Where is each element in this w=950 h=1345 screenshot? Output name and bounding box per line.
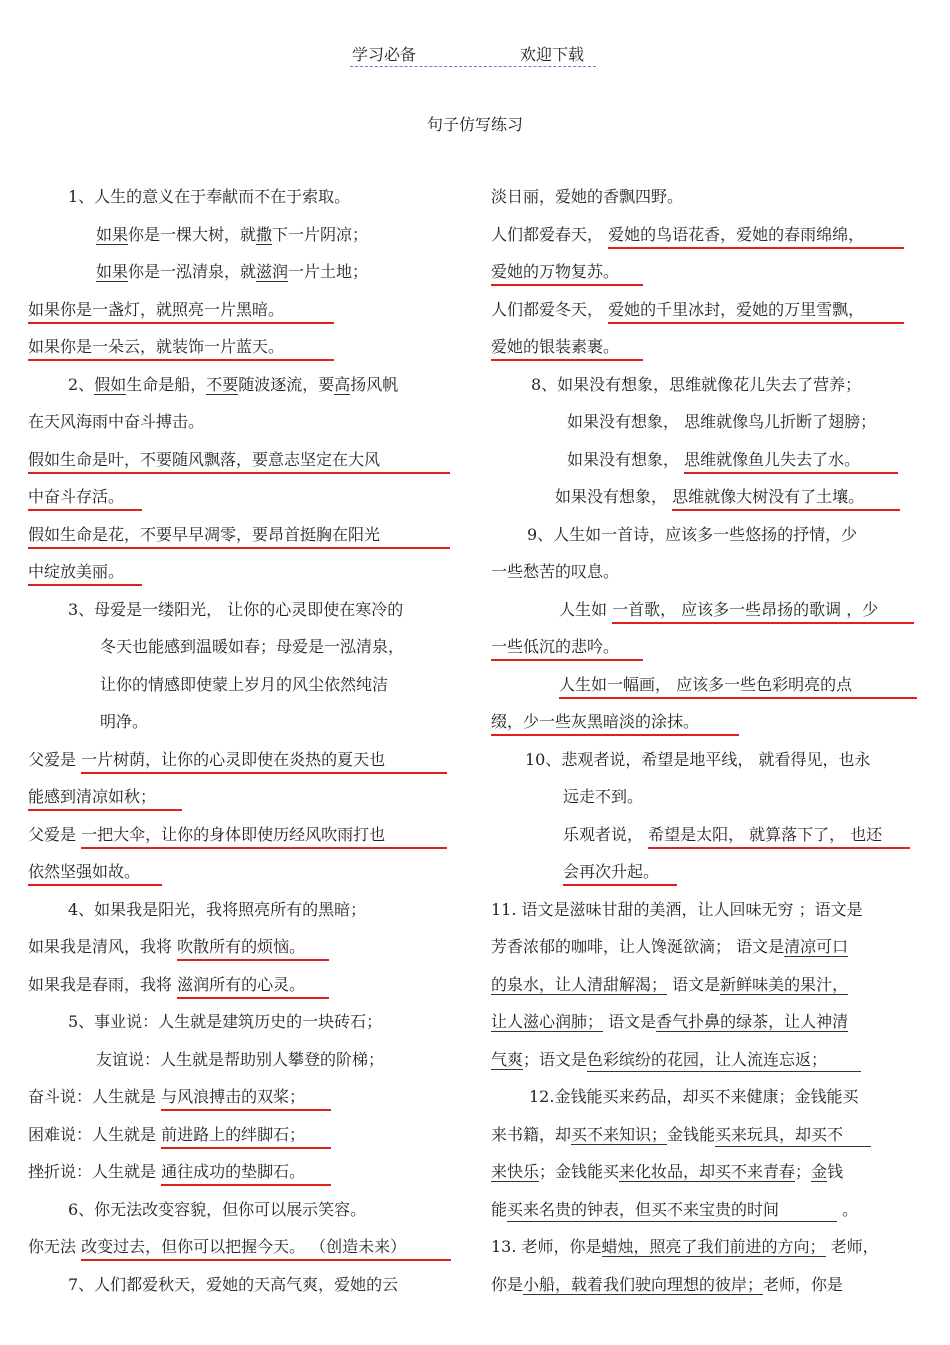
text-line (491, 778, 921, 816)
underlined-answer: 中绽放美丽。 (28, 561, 142, 586)
underlined-answer: 的泉水，让人清甜解渴； (491, 974, 668, 994)
line-text: 。 (837, 1199, 859, 1219)
text-line (491, 1228, 921, 1266)
text-line (28, 816, 460, 854)
text-line (491, 591, 921, 629)
underlined-answer: 如果 (96, 262, 129, 281)
underlined-answer: 中奋斗存活。 (28, 486, 142, 511)
underlined-answer: 思维就像鱼儿失去了水。 (684, 449, 898, 474)
text-line (28, 1078, 460, 1116)
underlined-answer: 如果你是一盏灯，就照亮一片黑暗。 (28, 299, 334, 324)
line-text: 2、 (68, 374, 95, 394)
left-column (28, 178, 460, 1303)
line-text: 下一片阴凉； (272, 224, 369, 244)
underlined-answer: 假如生命是叶，不要随风飘落，要意志坚定在大风 (28, 449, 450, 474)
text-line (491, 516, 921, 554)
line-text: 如果我是春雨，我将 (28, 974, 178, 994)
text-line (491, 253, 921, 291)
line-text: 6、你无法改变容貌，但你可以展示笑容。 (68, 1199, 367, 1219)
text-line (28, 516, 460, 554)
right-column (491, 178, 921, 1303)
text-line (28, 928, 460, 966)
line-text: 芳香浓郁的咖啡，让人馋涎欲滴； 语文是 (491, 937, 785, 956)
underlined-answer: 色彩缤纷的花园，让人流连忘返； (587, 1049, 861, 1072)
text-line (491, 366, 921, 404)
text-line (491, 216, 921, 254)
text-line (28, 1266, 460, 1304)
text-line (28, 216, 460, 254)
text-line (28, 328, 460, 366)
line-text: 挫折说：人生就是 (28, 1162, 162, 1181)
underlined-answer: 如果你是一朵云，就装饰一片蓝天。 (28, 336, 334, 361)
text-line (28, 1116, 460, 1154)
underlined-answer: 香气扑鼻的绿茶，让人神清 (656, 1012, 849, 1031)
text-line (28, 403, 460, 441)
underlined-answer: 能感到清凉如秋； (28, 786, 182, 811)
line-text: 你是 (491, 1274, 524, 1294)
line-text: 如果我是清风，我将 (28, 937, 178, 956)
text-line (28, 553, 460, 591)
line-text: 明净。 (100, 712, 149, 731)
line-text: 淡日丽，爱她的香飘四野。 (491, 187, 684, 206)
underlined-answer: 思维就像大树没有了土壤。 (672, 486, 900, 511)
text-line (491, 853, 921, 891)
line-text: 人生如 (559, 599, 613, 619)
text-line (28, 666, 460, 704)
underlined-answer: 爱她的万物复苏。 (491, 261, 643, 286)
line-text: 金钱能 (667, 1124, 716, 1144)
text-line (491, 703, 921, 741)
line-text: 人们都爱春天， (491, 224, 609, 244)
page-header (350, 40, 596, 67)
text-line (491, 328, 921, 366)
text-line (491, 441, 921, 479)
underlined-answer: 让人滋心润肺； (491, 1012, 604, 1031)
underlined-answer: 滋润所有的心灵。 (177, 974, 329, 999)
underlined-answer: 会再次升起。 (563, 861, 677, 886)
underlined-answer: 买不来知识； (571, 1124, 668, 1144)
line-text: 父爱是 (28, 824, 82, 844)
text-line (28, 853, 460, 891)
underlined-answer: 滋润 (256, 262, 289, 281)
text-line (491, 403, 921, 441)
text-line (491, 928, 921, 966)
text-line (491, 178, 921, 216)
text-line (491, 1266, 921, 1304)
underlined-answer: 爱她的千里冰封，爱她的万里雪飘， (608, 299, 904, 324)
line-text: 如果没有想象， (567, 449, 685, 469)
line-text: 11. 语文是滋味甘甜的美酒，让人回味无穷 ；语文是 (491, 899, 863, 919)
text-line (28, 891, 460, 929)
underlined-answer: 改变过去，但你可以把握今天。 （创造未来） (81, 1236, 451, 1261)
text-line (28, 178, 460, 216)
text-line (28, 366, 460, 404)
line-text: 让你的情感即使蒙上岁月的风尘依然纯洁 (100, 674, 389, 694)
header-right-text: 欢迎下载 (520, 45, 585, 64)
underlined-answer: 来快乐 (491, 1162, 540, 1181)
underlined-answer: 吹散所有的烦恼。 (177, 936, 329, 961)
text-line (28, 1191, 460, 1229)
text-line (491, 291, 921, 329)
underlined-answer: 小船，载着我们驶向理想的彼岸； (523, 1274, 764, 1294)
underlined-answer: 假如生命是花，不要早早凋零，要昂首挺胸在阳光 (28, 524, 450, 549)
text-line (28, 478, 460, 516)
underlined-answer: 气爽 (491, 1049, 524, 1069)
underlined-answer: 买来名贵的钟表，但买不来宝贵的时间 (507, 1199, 837, 1222)
text-line (28, 1003, 460, 1041)
underlined-answer: 依然坚强如故。 (28, 861, 162, 886)
text-line (491, 741, 921, 779)
line-text: 在天风海雨中奋斗搏击。 (28, 412, 205, 431)
text-line (28, 441, 460, 479)
text-line (28, 1153, 460, 1191)
line-text: 3、母爱是一缕阳光， 让你的心灵即使在寒冷的 (68, 599, 404, 619)
underlined-answer: 一首歌， 应该多一些昂扬的歌调 ，少 (612, 599, 914, 624)
underlined-answer: 与风浪搏击的双桨； (161, 1086, 331, 1111)
line-text: 父爱是 (28, 749, 82, 769)
text-line (491, 1116, 921, 1154)
text-line (491, 891, 921, 929)
line-text: 来书籍，却 (491, 1124, 572, 1144)
line-text: 9、人生如一首诗，应该多一些悠扬的抒情，少 (527, 524, 858, 544)
underlined-answer: 高 (334, 374, 351, 394)
header-left-text: 学习必备 (352, 45, 417, 64)
line-text: 13. 老师，你是 (491, 1237, 602, 1256)
text-line (28, 778, 460, 816)
line-text: 随波逐流，要 (238, 374, 335, 394)
line-text: ；金钱能买 (539, 1162, 620, 1181)
line-text: 生命是船， (126, 374, 207, 394)
line-text: 老师， (825, 1237, 879, 1256)
line-text: 一些愁苦的叹息。 (491, 562, 620, 581)
line-text: 远走不到。 (563, 787, 644, 806)
underlined-answer: 买来玩具，却买不 (715, 1124, 871, 1147)
text-line (28, 1041, 460, 1079)
underlined-answer: 假如 (94, 374, 127, 394)
text-line (491, 666, 921, 704)
line-text: 你无法 (28, 1237, 82, 1256)
underlined-answer: 新鲜味美的果汁， (720, 974, 849, 994)
underlined-answer: 金 (811, 1162, 828, 1181)
line-text: 语文是 (667, 974, 721, 994)
underlined-answer: 不要 (206, 374, 239, 394)
text-line (491, 478, 921, 516)
line-text: 困难说：人生就是 (28, 1124, 162, 1144)
text-line (28, 703, 460, 741)
line-text: 一片土地； (288, 262, 369, 281)
text-line (28, 628, 460, 666)
text-line (491, 628, 921, 666)
text-line (491, 1078, 921, 1116)
text-line (491, 966, 921, 1004)
underlined-answer: 一些低沉的悲吟。 (491, 636, 643, 661)
underlined-answer: 通往成功的垫脚石。 (161, 1161, 331, 1186)
underlined-answer: 一片树荫，让你的心灵即使在炎热的夏天也 (81, 749, 447, 774)
underlined-answer: 如果 (96, 224, 129, 244)
line-text: 奋斗说：人生就是 (28, 1087, 162, 1106)
line-text: 5、事业说：人生就是建筑历史的一块砖石； (68, 1012, 383, 1031)
underlined-answer: 前进路上的绊脚石； (161, 1124, 331, 1149)
line-text: ； (795, 1162, 812, 1181)
line-text: ；语文是 (523, 1049, 588, 1069)
text-line (28, 1228, 460, 1266)
text-line (491, 1003, 921, 1041)
text-line (491, 1041, 921, 1079)
underlined-answer: 一把大伞，让你的身体即使历经风吹雨打也 (81, 824, 447, 849)
line-text: 如果没有想象， 思维就像鸟儿折断了翅膀； (567, 412, 877, 431)
text-line (28, 291, 460, 329)
underlined-answer: 希望是太阳， 就算落下了， 也还 (648, 824, 910, 849)
line-text: 钱 (827, 1162, 844, 1181)
underlined-answer: 人生如一幅画， 应该多一些色彩明亮的点 (559, 674, 917, 699)
line-text: 12.金钱能买来药品，却买不来健康；金钱能买 (529, 1087, 859, 1106)
line-text: 乐观者说， (563, 824, 649, 844)
line-text: 你是一棵大树，就 (128, 224, 257, 244)
text-line (28, 591, 460, 629)
line-text: 友谊说：人生就是帮助别人攀登的阶梯； (96, 1049, 385, 1069)
text-line (491, 553, 921, 591)
line-text: 10、悲观者说，希望是地平线， 就看得见，也永 (525, 749, 871, 769)
underlined-answer: 爱她的鸟语花香，爱她的春雨绵绵， (608, 224, 904, 249)
underlined-answer: 来化妆品，却买不来青春 (619, 1162, 796, 1181)
line-text: 冬天也能感到温暖如春；母爱是一泓清泉， (100, 637, 405, 656)
line-text: 4、如果我是阳光，我将照亮所有的黑暗； (68, 899, 367, 919)
line-text: 能 (491, 1199, 508, 1219)
line-text: 老师，你是 (763, 1274, 844, 1294)
underlined-answer: 爱她的银装素裹。 (491, 336, 643, 361)
line-text: 人们都爱冬天， (491, 299, 609, 319)
line-text: 1、人生的意义在于奉献而不在于索取。 (68, 187, 351, 206)
line-text: 你是一泓清泉，就 (128, 262, 257, 281)
underlined-answer: 蜡烛，照亮了我们前进的方向； (601, 1237, 826, 1256)
underlined-answer: 撒 (256, 224, 273, 244)
line-text: 7、人们都爱秋天，爱她的天高气爽，爱她的云 (68, 1274, 399, 1294)
line-text: 8、如果没有想象，思维就像花儿失去了营养； (531, 374, 862, 394)
text-line (491, 1191, 921, 1229)
text-line (491, 1153, 921, 1191)
line-text: 如果没有想象， (555, 487, 673, 506)
text-line (491, 816, 921, 854)
underlined-answer: 缀，少一些灰黑暗淡的涂抹。 (491, 711, 739, 736)
text-line (28, 741, 460, 779)
text-line (28, 253, 460, 291)
line-text: 扬风帆 (350, 374, 399, 394)
line-text: 语文是 (603, 1012, 657, 1031)
underlined-answer: 清凉可口 (784, 937, 849, 956)
page-title: 句子仿写练习 (426, 115, 523, 134)
text-line (28, 966, 460, 1004)
